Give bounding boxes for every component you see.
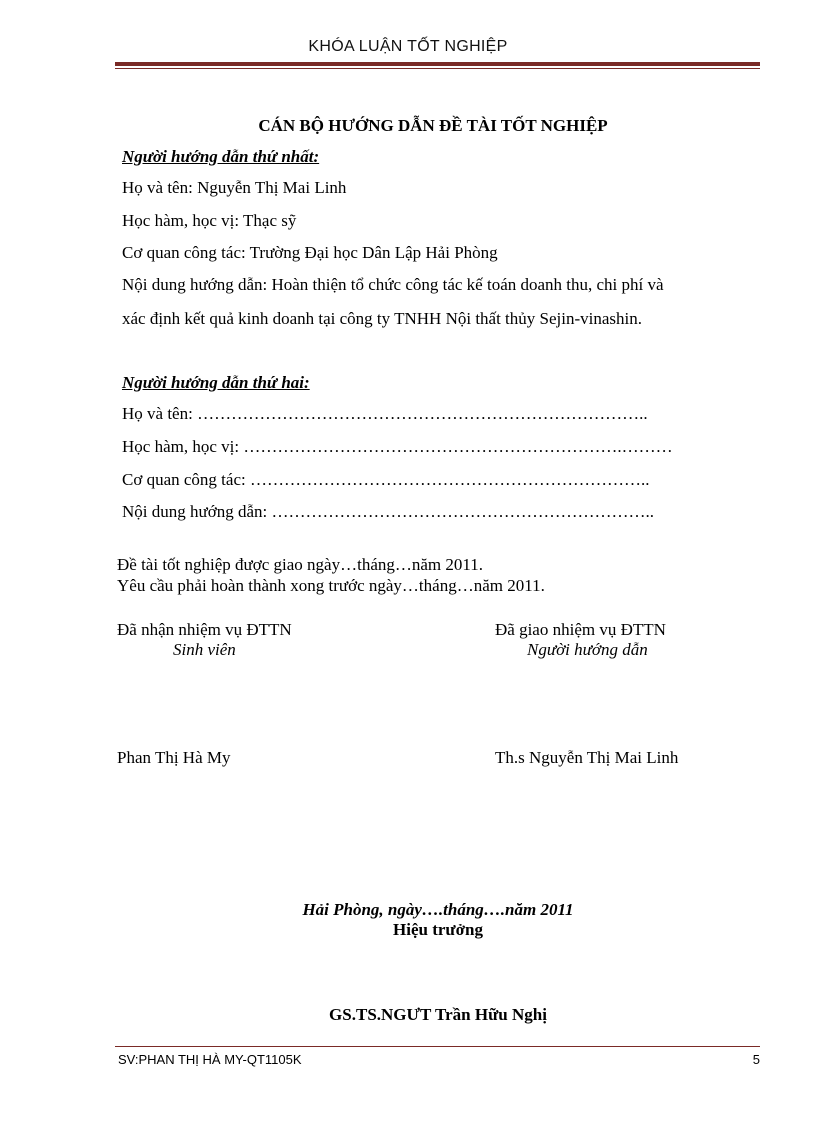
advisor-role: Người hướng dẫn (527, 640, 648, 659)
running-header-title: KHÓA LUẬN TỐT NGHIỆP (308, 38, 508, 55)
student-name: Phan Thị Hà My (117, 748, 231, 767)
deadline-line: Yêu cầu phải hoàn thành xong trước ngày…tháng…năm 2011. (117, 576, 545, 595)
first-advisor-degree: Học hàm, học vị: Thạc sỹ (122, 211, 297, 230)
page-number: 5 (752, 1052, 760, 1067)
principal-role: Hiệu trưởng (393, 920, 483, 939)
first-advisor-content-line-1: Nội dung hướng dẫn: Hoàn thiện tổ chức công tác kế toán doanh thu, chi phí và (122, 275, 664, 294)
principal-name: GS.TS.NGƯT Trần Hữu Nghị (329, 1005, 547, 1024)
advisor-signature-label: Đã giao nhiệm vụ ĐTTN (495, 620, 666, 639)
student-signature-label: Đã nhận nhiệm vụ ĐTTN (117, 620, 292, 639)
advisor-name: Th.s Nguyễn Thị Mai Linh (495, 748, 679, 767)
header-rule (115, 62, 760, 66)
page-title: CÁN BỘ HƯỚNG DẪN ĐỀ TÀI TỐT NGHIỆP (258, 116, 608, 135)
first-advisor-heading: Người hướng dẫn thứ nhất: (122, 147, 320, 166)
second-advisor-degree: Học hàm, học vị: ………………………………………………………….……… (122, 437, 673, 456)
footer-student-info: SV:PHAN THỊ HÀ MY-QT1105K (118, 1052, 302, 1067)
second-advisor-organization: Cơ quan công tác: …………………………………………………………….. (122, 470, 650, 489)
place-date-line: Hải Phòng, ngày….tháng….năm 2011 (302, 900, 574, 919)
header-rule-thin (115, 68, 760, 69)
assigned-date-line: Đề tài tốt nghiệp được giao ngày…tháng…năm 2011. (117, 555, 483, 574)
first-advisor-name: Họ và tên: Nguyễn Thị Mai Linh (122, 178, 347, 197)
second-advisor-heading: Người hướng dẫn thứ hai: (122, 373, 310, 392)
footer-rule (115, 1046, 760, 1047)
second-advisor-content: Nội dung hướng dẫn: ………………………………………………………….. (122, 502, 654, 521)
second-advisor-name: Họ và tên: …………………………………………………………………….. (122, 404, 648, 423)
first-advisor-content-line-2: xác định kết quả kinh doanh tại công ty TNHH Nội thất thủy Sejin-vinashin. (122, 309, 642, 328)
first-advisor-organization: Cơ quan công tác: Trường Đại học Dân Lập Hải Phòng (122, 243, 498, 262)
student-role: Sinh viên (173, 640, 236, 659)
